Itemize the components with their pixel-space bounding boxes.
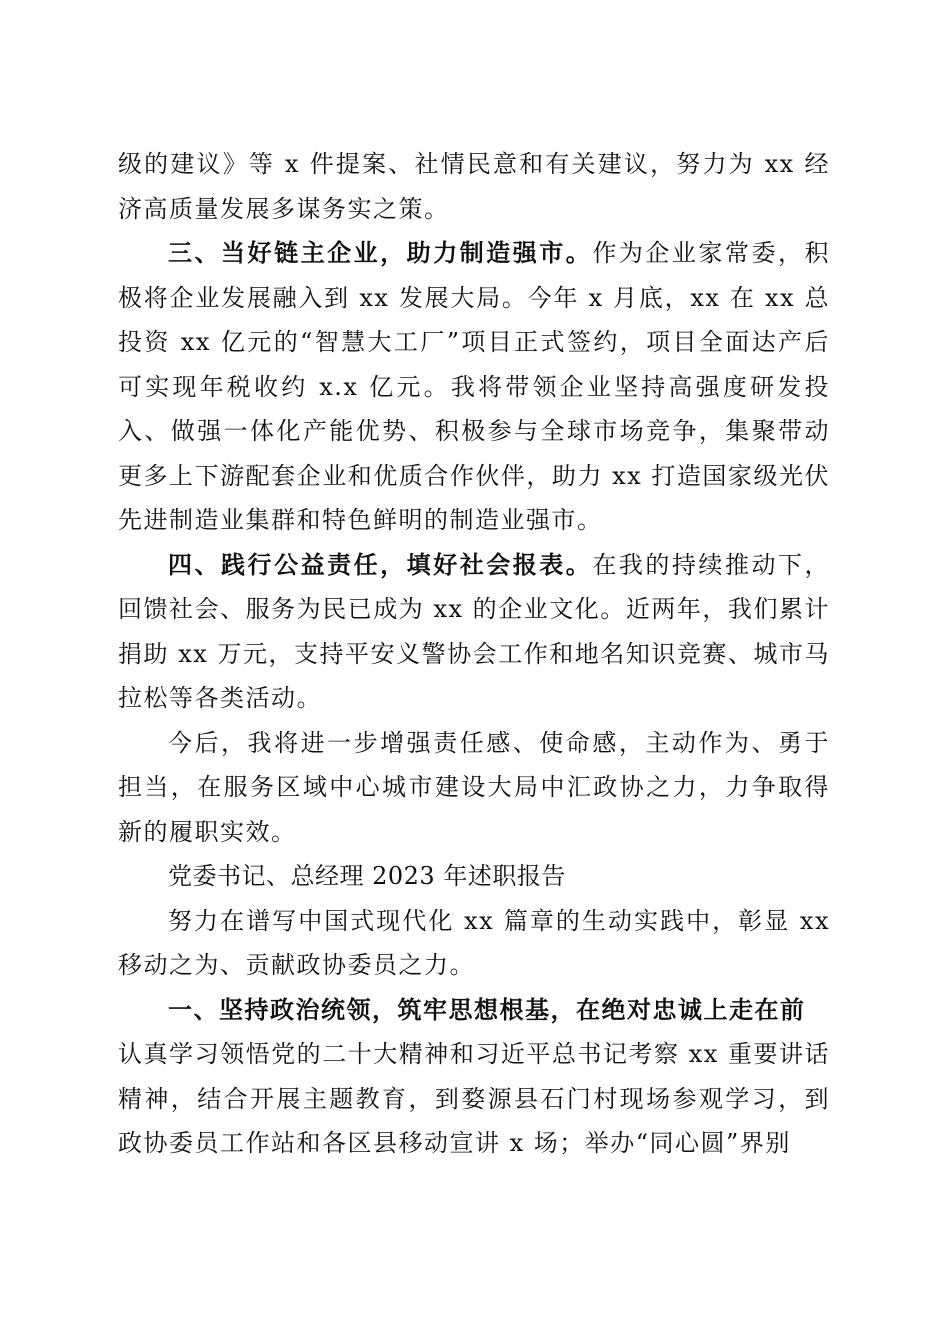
section-four-heading: 四、践行公益责任，填好社会报表。 — [168, 550, 593, 579]
paragraph-text: 努力在谱写中国式现代化 xx 篇章的生动实践中，彰显 xx 移动之为、贡献政协委员之力。 — [118, 906, 830, 979]
paragraph-text: 级的建议》等 x 件提案、社情民意和有关建议，努力为 xx 经济高质量发展多谋务实之策。 — [118, 150, 830, 223]
paragraph-text: 今后，我将进一步增强责任感、使命感，主动作为、勇于担当，在服务区域中心城市建设大局中汇政协之力，力争取得新的履职实效。 — [118, 728, 830, 846]
report-title: 党委书记、总经理 2023 年述职报告 — [168, 862, 566, 890]
paragraph-text: 作为企业家常委，积极将企业发展融入到 xx 发展大局。今年 x 月底，xx 在 xx 总投资 xx 亿元的“智慧大工厂”项目正式签约，项目全面达产后可实现年税收约 x.x 亿元。我将带领企业坚持高强度研发投入、做强一体化产能优势、积极参与全球市场竞争，集聚带动更多上下游配套企业和优质合作伙伴，助力 xx 打造国家级光伏先进制造业集群和特色鲜明的制造业强市。 — [118, 239, 831, 534]
paragraph-conclusion — [118, 721, 830, 855]
paragraph-text: 在我的持续推动下，回馈社会、服务为民已成为 xx 的企业文化。近两年，我们累计捐助 xx 万元，支持平安义警协会工作和地名知识竞赛、城市马拉松等各类活动。 — [118, 550, 831, 712]
document-page — [118, 142, 830, 1166]
paragraph-proposals-continuation — [118, 142, 830, 231]
paragraph-text: 认真学习领悟党的二十大精神和习近平总书记考察 xx 重要讲话精神，结合开展主题教育，到婺源县石门村现场参观学习，到政协委员工作站和各区县移动宣讲 x 场；举办“同心圆”界别 — [118, 1040, 830, 1157]
paragraph-section-one-body — [118, 1032, 830, 1166]
paragraph-section-one-heading — [118, 988, 830, 1033]
report-title-line — [118, 854, 830, 899]
paragraph-report-intro — [118, 899, 830, 988]
section-three-heading: 三、当好链主企业，助力制造强市。 — [168, 239, 593, 267]
section-one-heading: 一、坚持政治统领，筑牢思想根基，在绝对忠诚上走在前 — [168, 995, 806, 1024]
paragraph-section-four — [118, 543, 830, 721]
paragraph-section-three — [118, 231, 830, 543]
